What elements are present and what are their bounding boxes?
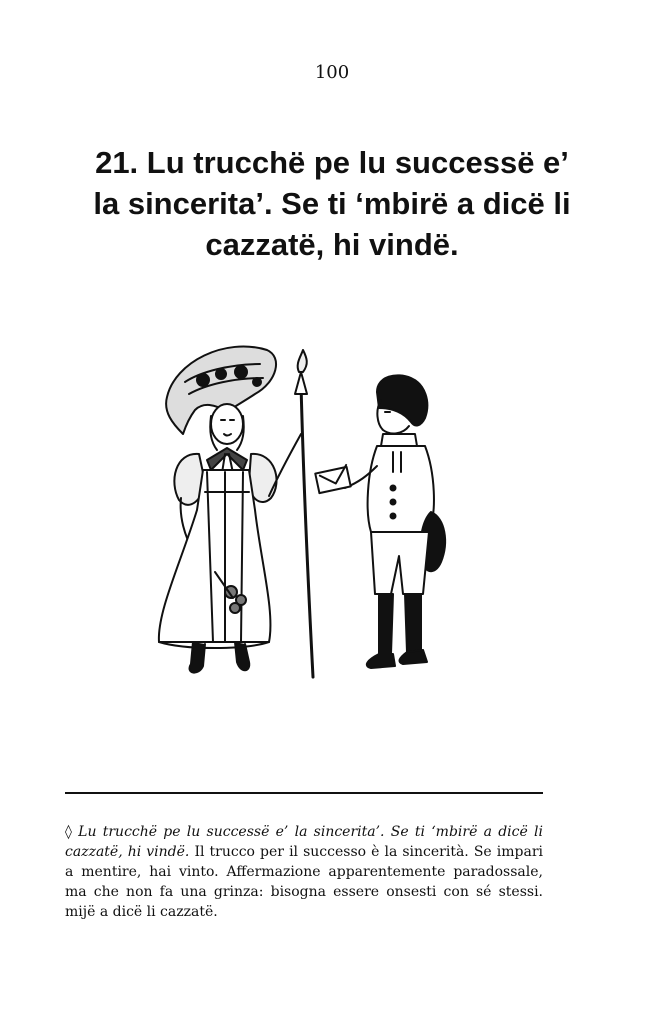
chapter-title [50, 142, 614, 265]
footnote-divider [65, 792, 543, 794]
title-line-2: la sincerita’. Se ti ‘mbirë a dicë li [93, 186, 571, 221]
diamond-icon: ◊ [65, 824, 72, 840]
footnote [65, 822, 543, 922]
boy-figure [315, 375, 445, 668]
footnote-body-text: Il trucco per il successo è la sincerità. Se impari a mentire, hai vinto. Affermazione apparentemente paradossale, ma che non fa una grinza: bisogna essere onsesti con sé stessi. mijë a dicë li cazzatë. [65, 844, 544, 920]
footnote-italic-text: Lu trucchë pe lu successë e’ la sincerita’. Se ti ‘mbirë a dicë li cazzatë, hi vindë. [65, 824, 543, 860]
illustration-girl-and-boy [145, 342, 455, 687]
page-number: 100 [314, 62, 350, 83]
title-line-3: cazzatë, hi vindë. [205, 227, 459, 262]
girl-figure [159, 347, 313, 677]
title-line-1: 21. Lu trucchë pe lu successë e’ [95, 145, 569, 180]
